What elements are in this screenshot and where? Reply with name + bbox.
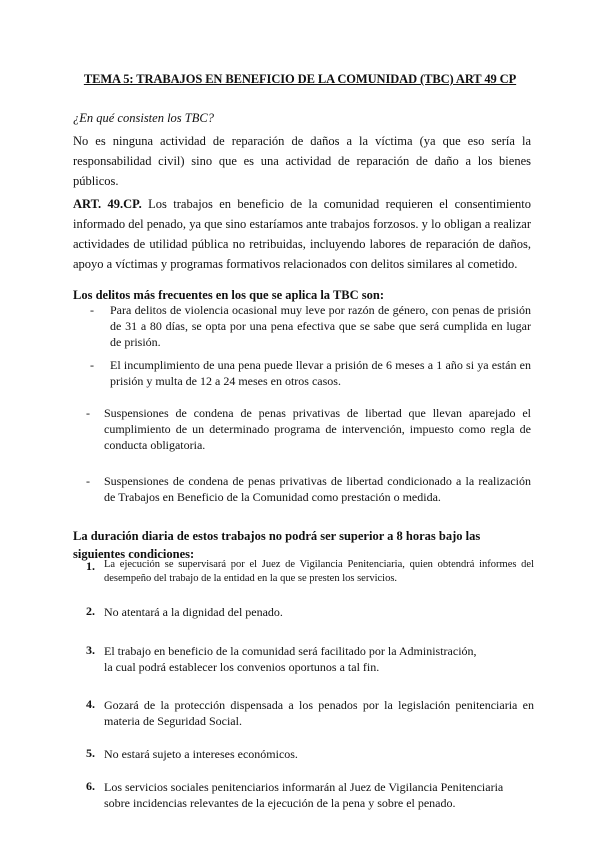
answer-paragraph: No es ninguna actividad de reparación de daños a la víctima (ya que eso sería la responsabilidad civil) sino que es una actividad de reparación de daño a los bienes públicos. (73, 134, 531, 188)
condition-number: 4. (86, 697, 95, 711)
crimes-heading: Los delitos más frecuentes en los que se aplica la TBC son: (73, 288, 385, 302)
condition-item: La ejecución se supervisará por el Juez de Vigilancia Penitenciaria, quien obtendrá informes del desempeño del trabajo de la entidad en la que se presten los servicios. (104, 559, 534, 584)
crime-item: Suspensiones de condena de penas privativas de libertad condicionado a la realización de Trabajos en Beneficio de la Comunidad como prestación o medida. (104, 474, 531, 504)
bullet-dash: - (90, 358, 94, 372)
crime-item: El incumplimiento de una pena puede llevar a prisión de 6 meses a 1 año si ya están en prisión y multa de 12 a 24 meses en otros casos. (110, 358, 531, 388)
condition-item: No estará sujeto a intereses económicos. (104, 747, 298, 761)
article-lead: ART. 49.CP. (73, 197, 142, 211)
page-title: TEMA 5: TRABAJOS EN BENEFICIO DE LA COMUNIDAD (TBC) ART 49 CP (83, 72, 517, 86)
conditions-heading: La duración diaria de estos trabajos no podrá ser superior a 8 horas bajo las siguientes condiciones: (73, 529, 481, 561)
condition-number: 2. (86, 604, 95, 618)
bullet-dash: - (86, 474, 90, 488)
condition-number: 6. (86, 779, 95, 793)
crime-item: Para delitos de violencia ocasional muy leve por razón de género, con penas de prisión de 31 a 80 días, se opta por una pena efectiva que se sabe que será cumplida en lugar de prisión. (110, 303, 531, 349)
bullet-dash: - (86, 406, 90, 420)
bullet-dash: - (90, 303, 94, 317)
article-text: Los trabajos en beneficio de la comunidad requieren el consentimiento informado del penado, ya que sino estaríamos ante trabajos forzosos. y lo obligan a realizar actividades de utilidad pública no retribuidas, incluyendo labores de reparación de daños, apoyo a víctimas y programas formativos relacionados con delitos similares al cometido. (73, 197, 531, 271)
condition-number: 5. (86, 746, 95, 760)
question-heading: ¿En qué consisten los TBC? (73, 111, 214, 125)
condition-number: 3. (86, 643, 95, 657)
condition-item (104, 779, 534, 811)
condition-item: No atentará a la dignidad del penado. (104, 605, 283, 619)
condition-item (104, 643, 534, 675)
crime-item: Suspensiones de condena de penas privativas de libertad que llevan aparejado el cumplimiento de un determinado programa de intervención, impuesto como regla de conducta obligatoria. (104, 406, 531, 452)
article-paragraph (73, 194, 531, 274)
condition-line: la cual podrá establecer los convenios oportunos a tal fin. (104, 660, 380, 674)
condition-item: Gozará de la protección dispensada a los penados por la legislación penitenciaria en materia de Seguridad Social. (104, 698, 534, 728)
condition-line: El trabajo en beneficio de la comunidad será facilitado por la Administración, (104, 644, 477, 658)
condition-number: 1. (86, 559, 95, 573)
condition-line: Los servicios sociales penitenciarios informarán al Juez de Vigilancia Penitenciaria (104, 780, 504, 794)
condition-line: sobre incidencias relevantes de la ejecución de la pena y sobre el penado. (104, 796, 456, 810)
